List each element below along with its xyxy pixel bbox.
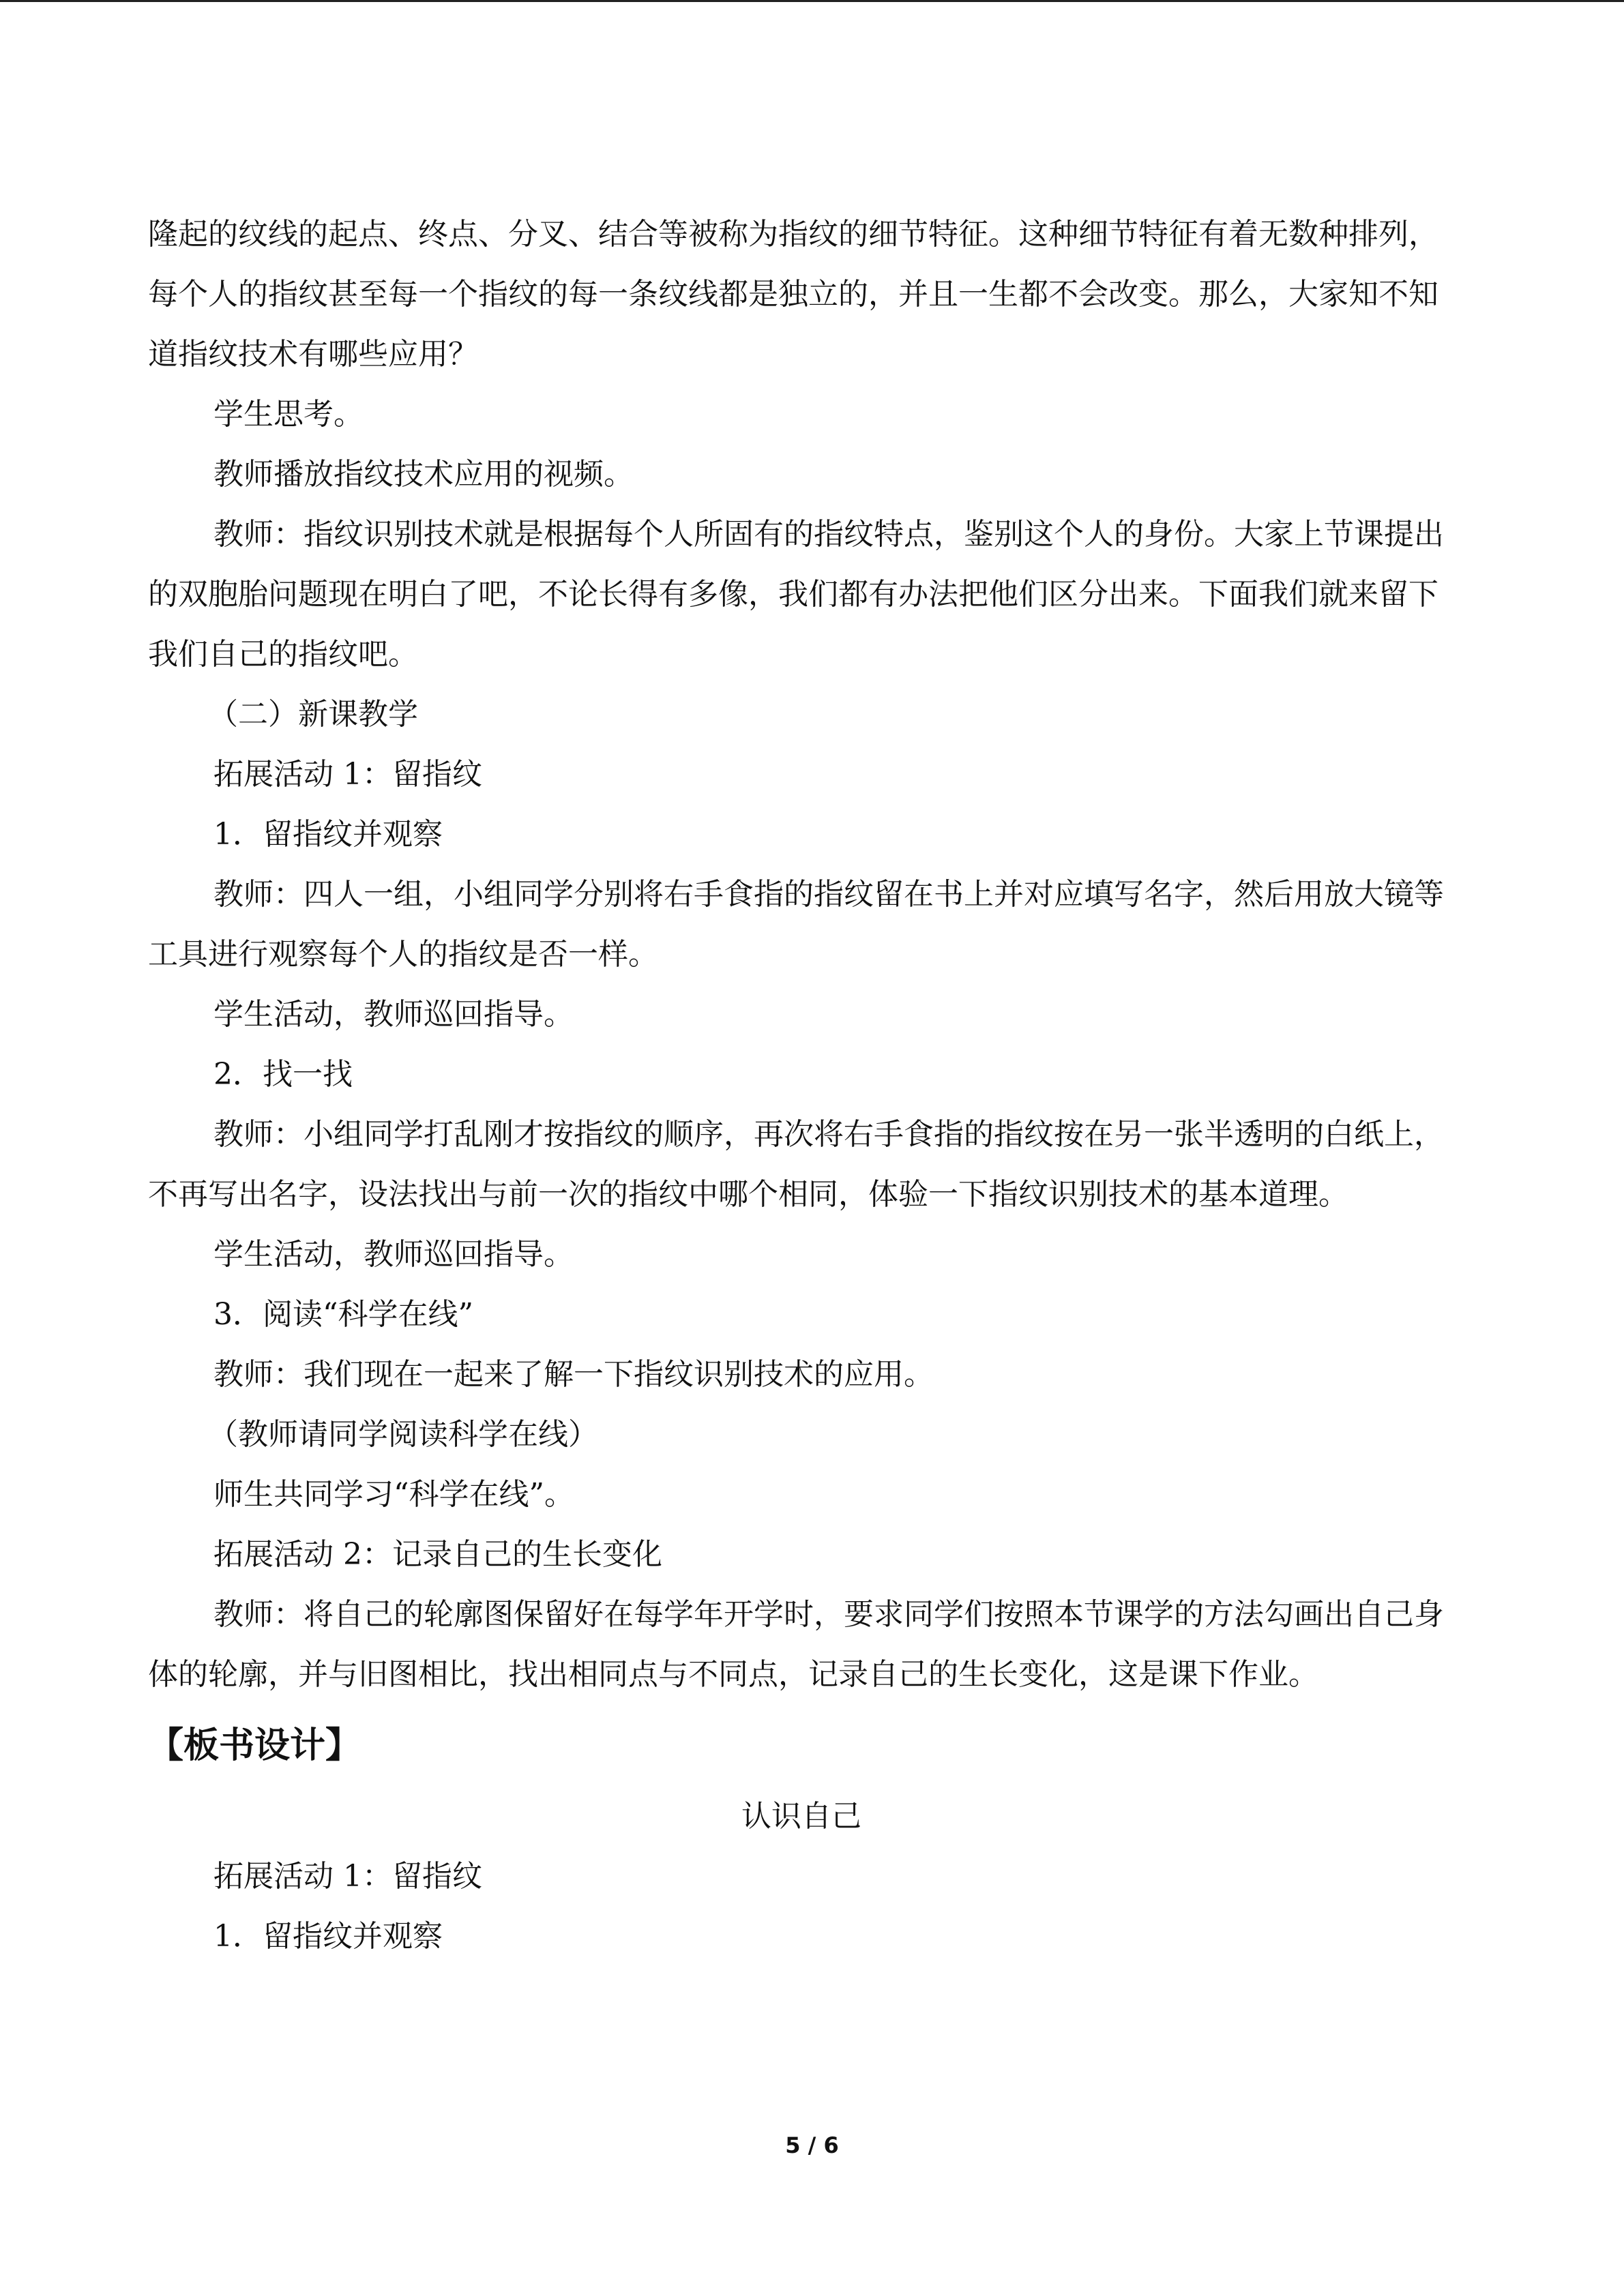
top-border-line	[0, 0, 1624, 2]
step-2-title: 2．找一找	[213, 1057, 353, 1092]
step-3-title: 3．阅读“科学在线”	[213, 1297, 473, 1332]
paragraph-student-think: 学生思考。	[213, 397, 364, 432]
paragraph-teacher-groups: 教师：四人一组，小组同学分别将右手食指的指纹留在书上并对应填写名字，然后用放大镜等工具进行观察每个人的指纹是否一样。	[148, 877, 1444, 972]
paragraph-teacher-shuffle: 教师：小组同学打乱刚才按指纹的顺序，再次将右手食指的指纹按在另一张半透明的白纸上，不再写出名字，设法找出与前一次的指纹中哪个相同，体验一下指纹识别技术的基本道理。	[148, 1117, 1444, 1212]
paragraph-teacher-applications: 教师：我们现在一起来了解一下指纹识别技术的应用。	[213, 1357, 934, 1392]
paragraph-study-together: 师生共同学习“科学在线”。	[213, 1477, 574, 1512]
subheading-new-lesson: （二）新课教学	[208, 697, 418, 732]
paragraph-teacher-explain: 教师：指纹识别技术就是根据每个人所固有的指纹特点，鉴别这个人的身份。大家上节课提出的双胞胎问题现在明白了吧，不论长得有多像，我们都有办法把他们区分出来。下面我们就来留下我们自己的指纹吧。	[148, 517, 1444, 672]
paragraph-teacher-read-note: （教师请同学阅读科学在线）	[208, 1417, 598, 1452]
step-1-title: 1．留指纹并观察	[213, 817, 443, 852]
activity-1-title: 拓展活动 1：留指纹	[213, 757, 482, 792]
paragraph-play-video: 教师播放指纹技术应用的视频。	[213, 457, 634, 492]
board-title: 认识自己	[741, 1799, 861, 1834]
paragraph-teacher-homework: 教师：将自己的轮廓图保留好在每学年开学时，要求同学们按照本节课学的方法勾画出自己身体的轮廓，并与旧图相比，找出相同点与不同点，记录自己的生长变化，这是课下作业。	[148, 1597, 1444, 1692]
activity-2-title: 拓展活动 2：记录自己的生长变化	[213, 1537, 662, 1572]
paragraph-fingerprint-features: 隆起的纹线的起点、终点、分叉、结合等被称为指纹的细节特征。这种细节特征有着无数种排列，每个人的指纹甚至每一个指纹的每一条纹线都是独立的，并且一生都不会改变。那么，大家知不知道指纹技术有哪些应用？	[148, 217, 1438, 372]
paragraph-student-activity-1: 学生活动，教师巡回指导。	[213, 997, 574, 1032]
paragraph-student-activity-2: 学生活动，教师巡回指导。	[213, 1237, 574, 1272]
page-number: 5 / 6	[785, 2132, 839, 2158]
board-line-activity-1: 拓展活动 1：留指纹	[213, 1859, 482, 1894]
section-heading-board-design: 【板书设计】	[148, 1725, 361, 1766]
document-body	[148, 205, 1455, 1967]
board-line-step-1: 1．留指纹并观察	[213, 1919, 443, 1954]
